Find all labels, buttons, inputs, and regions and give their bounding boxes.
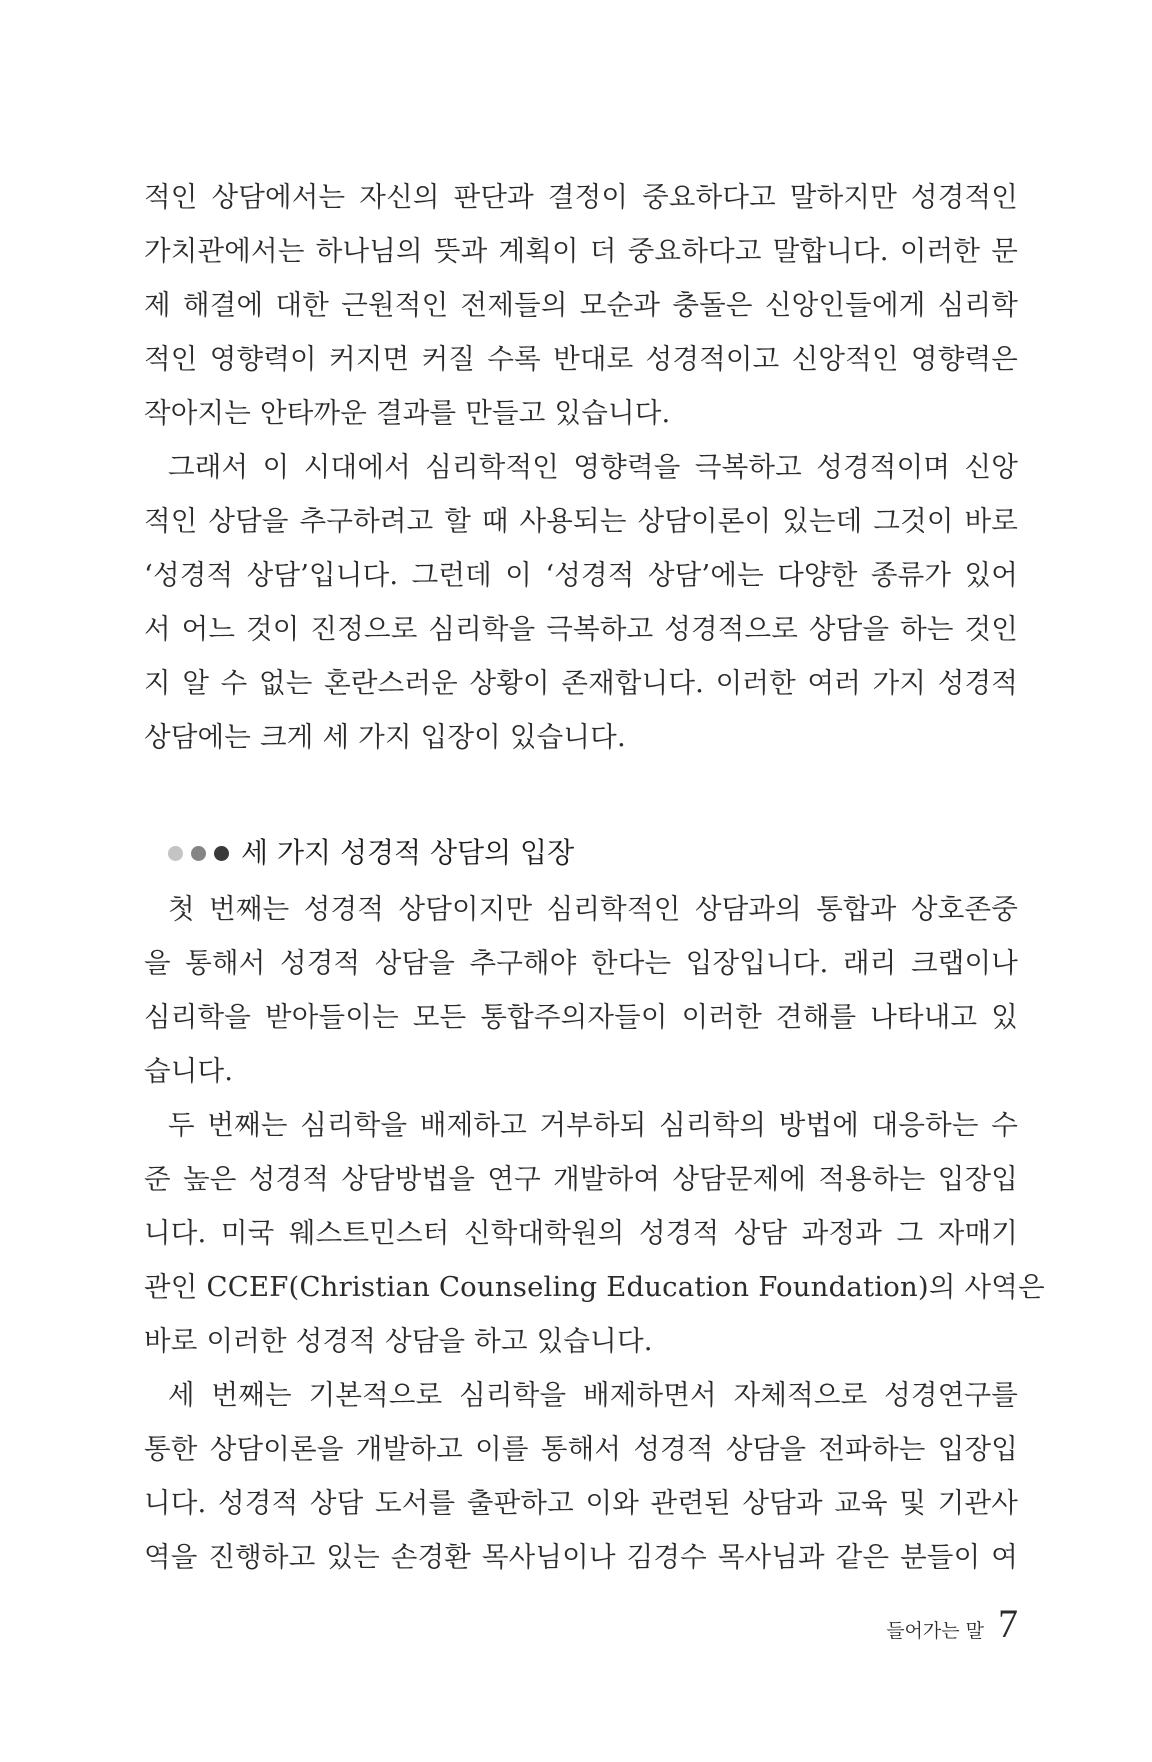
text-line: 심리학을 받아들이는 모든 통합주의자들이 이러한 견해를 나타내고 있 (144, 1001, 1018, 1033)
text-line: 가치관에서는 하나님의 뜻과 계획이 더 중요하다고 말합니다. 이러한 문 (144, 235, 1018, 267)
bullet-dot-medium-icon (191, 846, 206, 861)
text-line: 제 해결에 대한 근원적인 전제들의 모순과 충돌은 신앙인들에게 심리학 (144, 289, 1018, 321)
text-line: 니다. 성경적 상담 도서를 출판하고 이와 관련된 상담과 교육 및 기관사 (144, 1487, 1018, 1519)
text-line: 준 높은 성경적 상담방법을 연구 개발하여 상담문제에 적용하는 입장입 (144, 1163, 1018, 1195)
text-line: 상담에는 크게 세 가지 입장이 있습니다. (144, 721, 626, 753)
text-line: 세 번째는 기본적으로 심리학을 배제하면서 자체적으로 성경연구를 (168, 1379, 1018, 1411)
text-line: 습니다. (144, 1055, 234, 1087)
page-footer (886, 1600, 1018, 1647)
body-text-bottom (144, 882, 1045, 1584)
bullet-dot-light-icon (168, 846, 183, 861)
text-line: 역을 진행하고 있는 손경환 목사님이나 김경수 목사님과 같은 분들이 여 (144, 1541, 1018, 1573)
text-line: 그래서 이 시대에서 심리학적인 영향력을 극복하고 성경적이며 신앙 (168, 451, 1018, 483)
text-line: 니다. 미국 웨스트민스터 신학대학원의 성경적 상담 과정과 그 자매기 (144, 1217, 1018, 1249)
text-line: 을 통해서 성경적 상담을 추구해야 한다는 입장입니다. 래리 크랩이나 (144, 947, 1018, 979)
text-line: 두 번째는 심리학을 배제하고 거부하되 심리학의 방법에 대응하는 수 (168, 1109, 1018, 1141)
page-number: 7 (998, 1601, 1018, 1646)
section-heading-text: 세 가지 성경적 상담의 입장 (241, 836, 575, 869)
text-line: 적인 상담을 추구하려고 할 때 사용되는 상담이론이 있는데 그것이 바로 (144, 505, 1018, 537)
text-line: 작아지는 안타까운 결과를 만들고 있습니다. (144, 397, 671, 429)
section-heading (168, 826, 574, 880)
bullet-dot-dark-icon (214, 846, 229, 861)
text-line: 지 알 수 없는 혼란스러운 상황이 존재합니다. 이러한 여러 가지 성경적 (144, 667, 1018, 699)
text-line: 적인 영향력이 커지면 커질 수록 반대로 성경적이고 신앙적인 영향력은 (144, 343, 1018, 375)
text-line: 관인 CCEF(Christian Counseling Education Foundation)의 사역은 (144, 1271, 1045, 1303)
text-line: 바로 이러한 성경적 상담을 하고 있습니다. (144, 1325, 653, 1357)
text-line: 통한 상담이론을 개발하고 이를 통해서 성경적 상담을 전파하는 입장입 (144, 1433, 1018, 1465)
text-line: 첫 번째는 성경적 상담이지만 심리학적인 상담과의 통합과 상호존중 (168, 893, 1018, 925)
text-line: ‘성경적 상담’입니다. 그런데 이 ‘성경적 상담’에는 다양한 종류가 있어 (144, 559, 1018, 591)
chapter-label: 들어가는 말 (886, 1620, 984, 1642)
body-text-top (144, 170, 1018, 764)
text-line: 적인 상담에서는 자신의 판단과 결정이 중요하다고 말하지만 성경적인 (144, 181, 1018, 213)
text-line: 서 어느 것이 진정으로 심리학을 극복하고 성경적으로 상담을 하는 것인 (144, 613, 1018, 645)
